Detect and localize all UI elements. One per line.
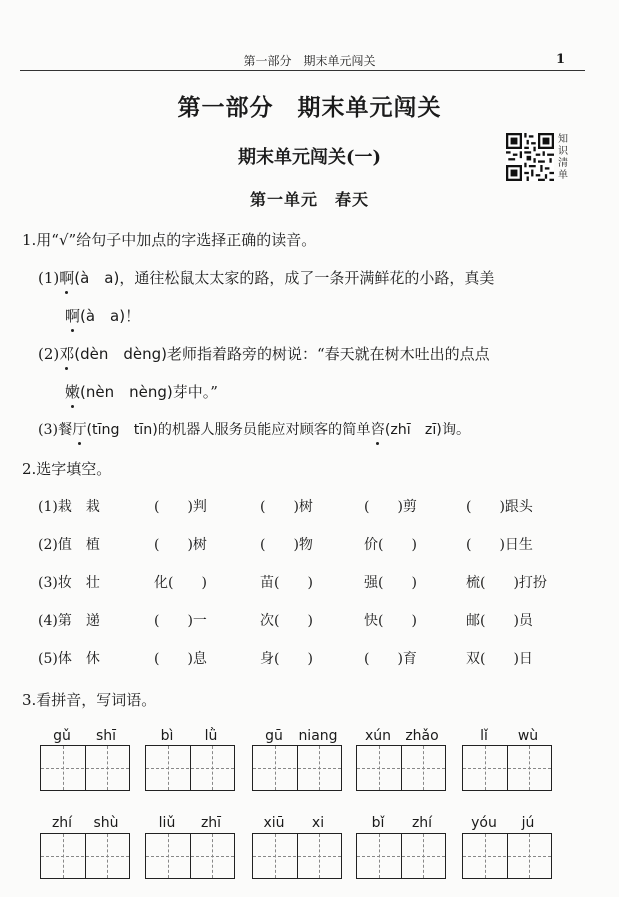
pinyin-label: jú: [521, 815, 535, 831]
q2-blank[interactable]: ( )一: [154, 613, 207, 629]
dotted-char: 嫩: [65, 383, 81, 401]
qr-code-icon[interactable]: [506, 133, 554, 181]
pinyin-label: zhí: [411, 815, 433, 831]
q2-stem: 2.选字填空。: [22, 460, 112, 478]
q2-blank[interactable]: 价( ): [364, 537, 417, 553]
pinyin-label: xi: [311, 815, 325, 831]
dotted-char: 咨: [371, 419, 385, 439]
pinyin-label: shī: [95, 728, 117, 744]
dotted-char: 啊: [59, 269, 75, 287]
unit-title: 第一单元 春天: [249, 190, 369, 209]
writing-grid[interactable]: [40, 833, 130, 879]
pinyin-options[interactable]: (à a): [74, 269, 120, 287]
q2-blank[interactable]: 身( ): [260, 651, 313, 667]
pinyin-label: xún: [364, 728, 392, 744]
pinyin-label: shù: [93, 815, 119, 831]
writing-grid[interactable]: [356, 833, 446, 879]
q2-blank[interactable]: ( )树: [154, 537, 207, 553]
q2-grid: [38, 496, 578, 686]
q2-blank[interactable]: 化( ): [154, 575, 207, 591]
q1-sentence-2-cont: [65, 381, 218, 402]
header-rule: [20, 70, 585, 71]
sentence-text: ，通往松鼠太太家的路，成了一条开满鲜花的小路，真美: [119, 269, 495, 287]
item-number: (1): [38, 269, 60, 287]
q2-blank[interactable]: ( )日生: [466, 537, 533, 553]
dotted-char: 啊: [65, 307, 81, 325]
sentence-text: 芽中。”: [172, 383, 218, 401]
q2-label: (2)值 植: [38, 537, 100, 553]
pinyin-label: bì: [160, 728, 174, 744]
q2-blank[interactable]: ( )物: [260, 537, 313, 553]
writing-grid[interactable]: [252, 833, 342, 879]
q1-stem: 1.用“√”给句子中加点的字选择正确的读音。: [22, 231, 317, 249]
q2-blank[interactable]: 次( ): [260, 613, 313, 629]
writing-grid[interactable]: [356, 745, 446, 791]
q1-sentence-1: [38, 267, 494, 288]
q2-label: (3)妆 壮: [38, 575, 100, 591]
writing-grid[interactable]: [462, 833, 552, 879]
q2-blank[interactable]: 强( ): [364, 575, 417, 591]
q2-blank[interactable]: 快( ): [364, 613, 417, 629]
pinyin-label: zhǎo: [405, 728, 439, 744]
writing-grid[interactable]: [145, 745, 235, 791]
item-number: (3): [38, 422, 59, 438]
qr-label-char: 清: [558, 158, 568, 169]
running-header: 第一部分 期末单元闯关: [243, 54, 376, 68]
qr-label-char: 单: [558, 170, 568, 181]
pinyin-options[interactable]: (nèn nèng): [80, 383, 173, 401]
q3-stem: 3.看拼音，写词语。: [22, 691, 157, 709]
qr-label: [557, 134, 569, 182]
pinyin-label: bǐ: [371, 815, 385, 831]
pinyin-label: liǔ: [158, 815, 176, 831]
pinyin-label: xiū: [263, 815, 285, 831]
q2-blank[interactable]: 梳( )打扮: [466, 575, 547, 591]
q2-blank[interactable]: ( )树: [260, 499, 313, 515]
pinyin-options[interactable]: (zhī zī): [384, 422, 442, 438]
pinyin-label: wù: [517, 728, 539, 744]
sentence-text: 老师指着路旁的树说：“春天就在树木吐出的点点: [167, 345, 490, 363]
sentence-text: 询。: [441, 422, 471, 438]
pinyin-label: gǔ: [53, 728, 71, 744]
dotted-char: 厅: [72, 419, 86, 439]
q2-blank[interactable]: 苗( ): [260, 575, 313, 591]
writing-grid[interactable]: [462, 745, 552, 791]
q2-blank[interactable]: 邮( )员: [466, 613, 533, 629]
pinyin-options[interactable]: (dèn dèng): [74, 345, 168, 363]
pinyin-options[interactable]: (tīng tīn): [86, 422, 158, 438]
q1-sentence-1-cont: [65, 305, 140, 326]
q1-sentence-2: [38, 343, 490, 364]
writing-grid[interactable]: [145, 833, 235, 879]
writing-grid[interactable]: [252, 745, 342, 791]
q2-blank[interactable]: 双( )日: [466, 651, 533, 667]
pinyin-label: niang: [298, 728, 338, 744]
q2-label: (1)栽 栽: [38, 499, 100, 515]
pinyin-label: lǐ: [480, 728, 488, 744]
q2-label: (4)第 递: [38, 613, 100, 629]
q2-blank[interactable]: ( )育: [364, 651, 417, 667]
pinyin-label: zhī: [200, 815, 222, 831]
q2-blank[interactable]: ( )判: [154, 499, 207, 515]
q1-sentence-3: [38, 419, 470, 439]
sentence-text: ！: [125, 307, 141, 325]
pinyin-label: gū: [265, 728, 283, 744]
part-title: 第一部分 期末单元闯关: [177, 94, 442, 121]
writing-grid[interactable]: [40, 745, 130, 791]
q2-blank[interactable]: ( )剪: [364, 499, 417, 515]
pinyin-label: lǜ: [204, 728, 218, 744]
qr-label-char: 知: [558, 134, 568, 145]
page-number: 1: [555, 52, 565, 67]
q2-blank[interactable]: ( )息: [154, 651, 207, 667]
sentence-text: 的机器人服务员能应对顾客的简单: [157, 422, 371, 438]
sentence-text: 餐: [58, 422, 73, 438]
item-number: (2): [38, 345, 60, 363]
pinyin-label: zhí: [51, 815, 73, 831]
test-title: 期末单元闯关(一): [237, 147, 382, 168]
q2-label: (5)体 休: [38, 651, 100, 667]
dotted-char: 邓: [59, 345, 75, 363]
pinyin-options[interactable]: (à a): [80, 307, 126, 325]
qr-label-char: 识: [558, 146, 568, 157]
pinyin-label: yóu: [471, 815, 497, 831]
q2-blank[interactable]: ( )跟头: [466, 499, 533, 515]
